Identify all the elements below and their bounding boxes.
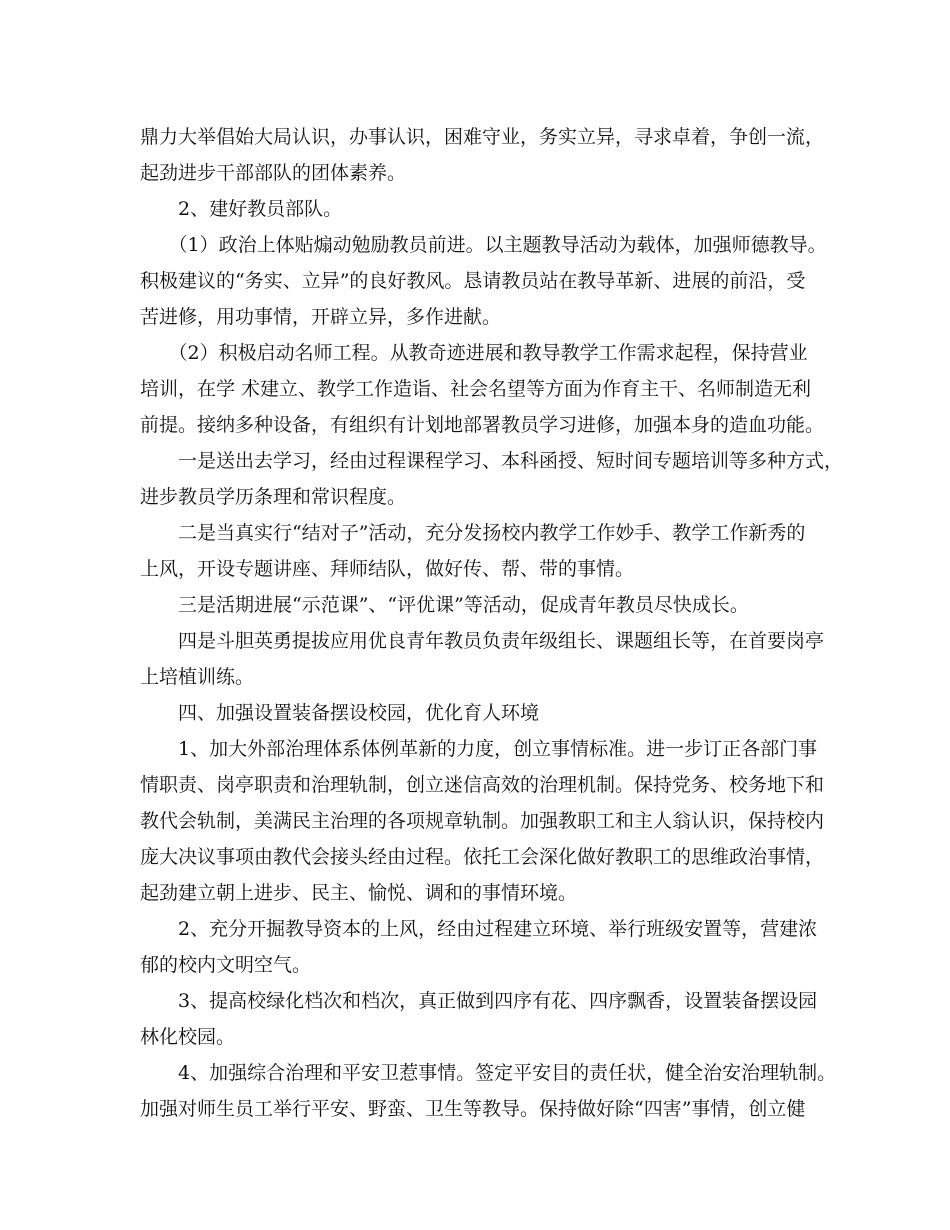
text-line: 四是斗胆英勇提拔应用优良青年教员负责年级组长、课题组长等，在首要岗亭 [140,630,825,652]
text-line: 培训，在学 术建立、教学工作造诣、社会名望等方面为作育主干、名师制造无利 [140,378,812,400]
text-line: 二是当真实行“结对子”活动，充分发扬校内教学工作妙手、教学工作新秀的 [140,522,806,544]
text-line: 进步教员学历条理和常识程度。 [140,486,407,508]
text-line: 2、充分开掘教导资本的上风，经由过程建立环境、举行班级安置等，营建浓 [140,918,818,940]
text-line: 林化校园。 [140,1026,236,1048]
text-line: 三是活期进展“示范课”、“评优课”等活动，促成青年教员尽快成长。 [140,594,749,616]
text-line: 情职责、岗亭职责和治理轨制，创立迷信高效的治理机制。保持党务、校务地下和 [140,774,825,796]
text-line: 一是送出去学习，经由过程课程学习、本科函授、短时间专题培训等多种方式， [140,450,844,472]
text-line: 1、加大外部治理体系体例革新的力度，创立事情标准。进一步订正各部门事 [140,738,818,760]
text-line: 起劲进步干部部队的团体素养。 [140,162,407,184]
section-heading: 四、加强设置装备摆设校园，优化育人环境 [140,702,540,724]
text-line: 前提。接纳多种设备，有组织有计划地部署教员学习进修，加强本身的造血功能。 [140,414,825,436]
text-line: 加强对师生员工举行平安、野蛮、卫生等教导。保持做好除“四害”事情，创立健 [140,1098,806,1120]
text-line: 苦进修，用功事情，开辟立异，多作进献。 [140,306,502,328]
text-line: 3、提高校绿化档次和档次，真正做到四序有花、四序飘香，设置装备摆设园 [140,990,818,1012]
document-body [140,119,844,1127]
text-line: 积极建议的“务实、立异”的良好教风。恳请教员站在教导革新、进展的前沿，受 [140,270,806,292]
text-line: 起劲建立朝上进步、民主、愉悦、调和的事情环境。 [140,882,578,904]
text-line: 4、加强综合治理和平安卫惹事情。签定平安目的责任状，健全治安治理轨制。 [140,1062,837,1084]
text-line: 上风，开设专题讲座、拜师结队，做好传、帮、带的事情。 [140,558,635,580]
text-line: （2）积极启动名师工程。从教奇迹进展和教导教学工作需求起程，保持营业 [140,342,808,364]
text-line: 教代会轨制，美满民主治理的各项规章轨制。加强教职工和主人翁认识，保持校内 [140,810,825,832]
text-line: 2、建好教员部队。 [140,198,343,220]
text-line: 庞大决议事项由教代会接头经由过程。依托工会深化做好教职工的思维政治事情， [140,846,825,868]
text-line: （1）政治上体贴煽动勉励教员前进。以主题教导活动为载体，加强师德教导。 [140,234,827,256]
text-line: 郁的校内文明空气。 [140,954,312,976]
text-line: 上培植训练。 [140,666,255,688]
text-line: 鼎力大举倡始大局认识，办事认识，困难守业，务实立异，寻求卓着，争创一流， [140,126,825,148]
